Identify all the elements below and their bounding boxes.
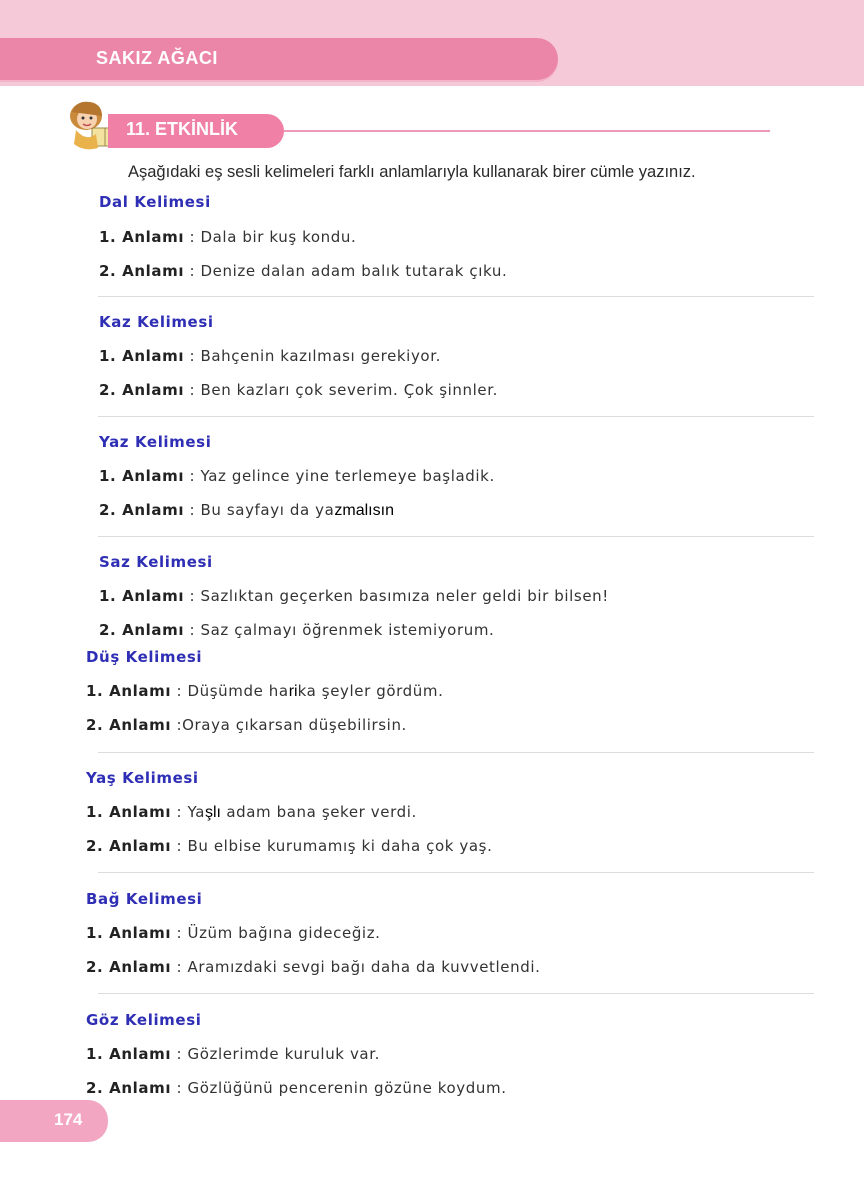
meaning-label: 2. Anlamı <box>99 501 185 519</box>
meaning-label: 2. Anlamı <box>99 621 185 639</box>
meaning-text-tail: ka şeyler gördüm. <box>297 682 444 700</box>
section-divider <box>98 536 814 537</box>
meaning-line <box>99 587 609 605</box>
word-title-dal: Dal Kelimesi <box>99 193 211 211</box>
meaning-label: 2. Anlamı <box>86 716 172 734</box>
word-title-goz: Göz Kelimesi <box>86 1011 202 1029</box>
meaning-line <box>86 837 492 855</box>
meaning-line <box>86 716 407 734</box>
meaning-text: : Ya <box>176 803 205 821</box>
meaning-label: 1. Anlamı <box>99 347 185 365</box>
typed-answer: zmalısın <box>334 502 394 519</box>
meaning-text: : Gözlüğünü pencerenin gözüne koydum. <box>176 1079 507 1097</box>
meaning-label: 1. Anlamı <box>99 228 185 246</box>
section-divider <box>98 416 814 417</box>
meaning-line <box>86 803 417 822</box>
section-divider <box>98 296 814 297</box>
meaning-text: : Gözlerimde kuruluk var. <box>176 1045 380 1063</box>
meaning-line <box>99 501 394 520</box>
meaning-line <box>86 1045 380 1063</box>
meaning-text: : Dala bir kuş kondu. <box>189 228 357 246</box>
meaning-text: : Yaz gelince yine terlemeye başladik. <box>189 467 495 485</box>
section-divider <box>98 752 814 753</box>
meaning-text: : Denize dalan adam balık tutarak çıku. <box>189 262 508 280</box>
meaning-text: : Sazlıktan geçerken basımıza neler geldi bir bilsen! <box>189 587 609 605</box>
meaning-label: 1. Anlamı <box>86 924 172 942</box>
word-title-bag: Bağ Kelimesi <box>86 890 203 908</box>
meaning-line <box>99 381 498 399</box>
meaning-line <box>86 1079 507 1097</box>
meaning-label: 1. Anlamı <box>99 467 185 485</box>
typed-answer: ri <box>288 683 298 700</box>
meaning-text: : Düşümde ha <box>176 682 289 700</box>
meaning-line <box>86 958 540 976</box>
meaning-line <box>86 924 381 942</box>
section-divider <box>98 872 814 873</box>
activity-instruction: Aşağıdaki eş sesli kelimeleri farklı anlamlarıyla kullanarak birer cümle yazınız. <box>128 163 696 181</box>
activity-title: 11. ETKİNLİK <box>126 119 239 139</box>
meaning-label: 2. Anlamı <box>99 262 185 280</box>
meaning-text: : Üzüm bağına gideceğiz. <box>176 924 381 942</box>
meaning-text: : Bu sayfayı da ya <box>189 501 335 519</box>
meaning-text: : Aramızdaki sevgi bağı daha da kuvvetlendi. <box>176 958 541 976</box>
meaning-label: 2. Anlamı <box>86 958 172 976</box>
meaning-text: : Bahçenin kazılması gerekiyor. <box>189 347 441 365</box>
meaning-text: :Oraya çıkarsan düşebilirsin. <box>176 716 407 734</box>
word-title-saz: Saz Kelimesi <box>99 553 213 571</box>
meaning-label: 2. Anlamı <box>86 1079 172 1097</box>
meaning-text: : Saz çalmayı öğrenmek istemiyorum. <box>189 621 495 639</box>
meaning-text: : Ben kazları çok severim. Çok şinnler. <box>189 381 499 399</box>
page-header-title: SAKIZ AĞACI <box>96 48 218 68</box>
meaning-line <box>99 347 441 365</box>
meaning-label: 2. Anlamı <box>86 837 172 855</box>
activity-divider <box>284 130 770 132</box>
meaning-text: : Bu elbise kurumamış ki daha çok yaş. <box>176 837 493 855</box>
meaning-line <box>99 262 507 280</box>
meaning-line <box>99 467 495 485</box>
meaning-line <box>99 621 494 639</box>
meaning-line <box>99 228 356 246</box>
meaning-line <box>86 682 443 701</box>
meaning-label: 2. Anlamı <box>99 381 185 399</box>
word-title-yas: Yaş Kelimesi <box>86 769 199 787</box>
page-number: 174 <box>54 1110 83 1129</box>
word-title-dus: Düş Kelimesi <box>86 648 203 666</box>
header-bar <box>0 38 558 80</box>
word-title-yaz: Yaz Kelimesi <box>99 433 212 451</box>
section-divider <box>98 993 814 994</box>
meaning-label: 1. Anlamı <box>86 1045 172 1063</box>
meaning-label: 1. Anlamı <box>86 803 172 821</box>
typed-answer: şlı <box>204 804 221 821</box>
meaning-label: 1. Anlamı <box>86 682 172 700</box>
word-title-kaz: Kaz Kelimesi <box>99 313 214 331</box>
meaning-label: 1. Anlamı <box>99 587 185 605</box>
meaning-text-tail: adam bana şeker verdi. <box>220 803 417 821</box>
